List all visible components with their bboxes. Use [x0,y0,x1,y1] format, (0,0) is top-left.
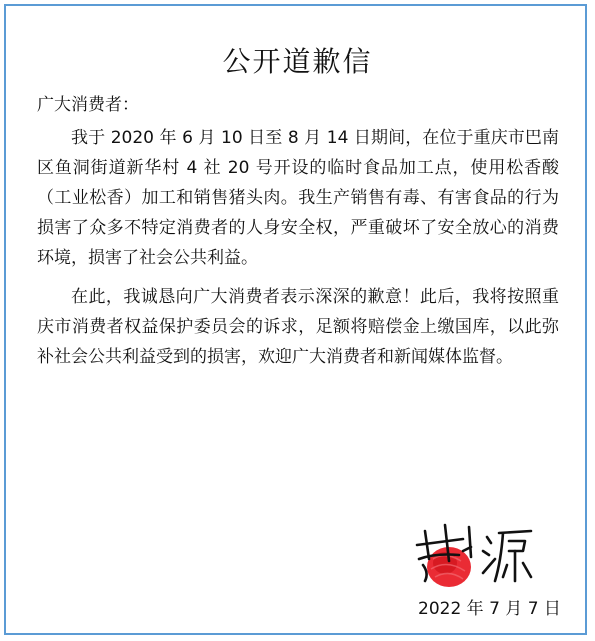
signature-icon [405,515,540,595]
body-paragraph-1: 我于 2020 年 6 月 10 日至 8 月 14 日期间，在位于重庆市巴南区鱼洞街道新华村 4 社 20 号开设的临时食品加工点，使用松香酸（工业松香）加工和销售猪头肉。我生产销售有毒、有害食品的行为损害了众多不特定消费者的人身安全权，严重破坏了安全放心的消费环境，损害了社会公共利益。 [37,128,559,268]
body-paragraph-2: 在此，我诚恳向广大消费者表示深深的歉意！此后，我将按照重庆市消费者权益保护委员会的诉求，足额将赔偿金上缴国库，以此弥补社会公共利益受到的损害，欢迎广大消费者和新闻媒体监督。 [37,287,559,367]
letter-title: 公开道歉信 [222,45,373,78]
letter-date: 2022 年 7 月 7 日 [418,599,561,619]
salutation: 广大消费者： [37,95,139,115]
letter-body [37,123,559,381]
signature-with-fingerprint [405,515,540,595]
